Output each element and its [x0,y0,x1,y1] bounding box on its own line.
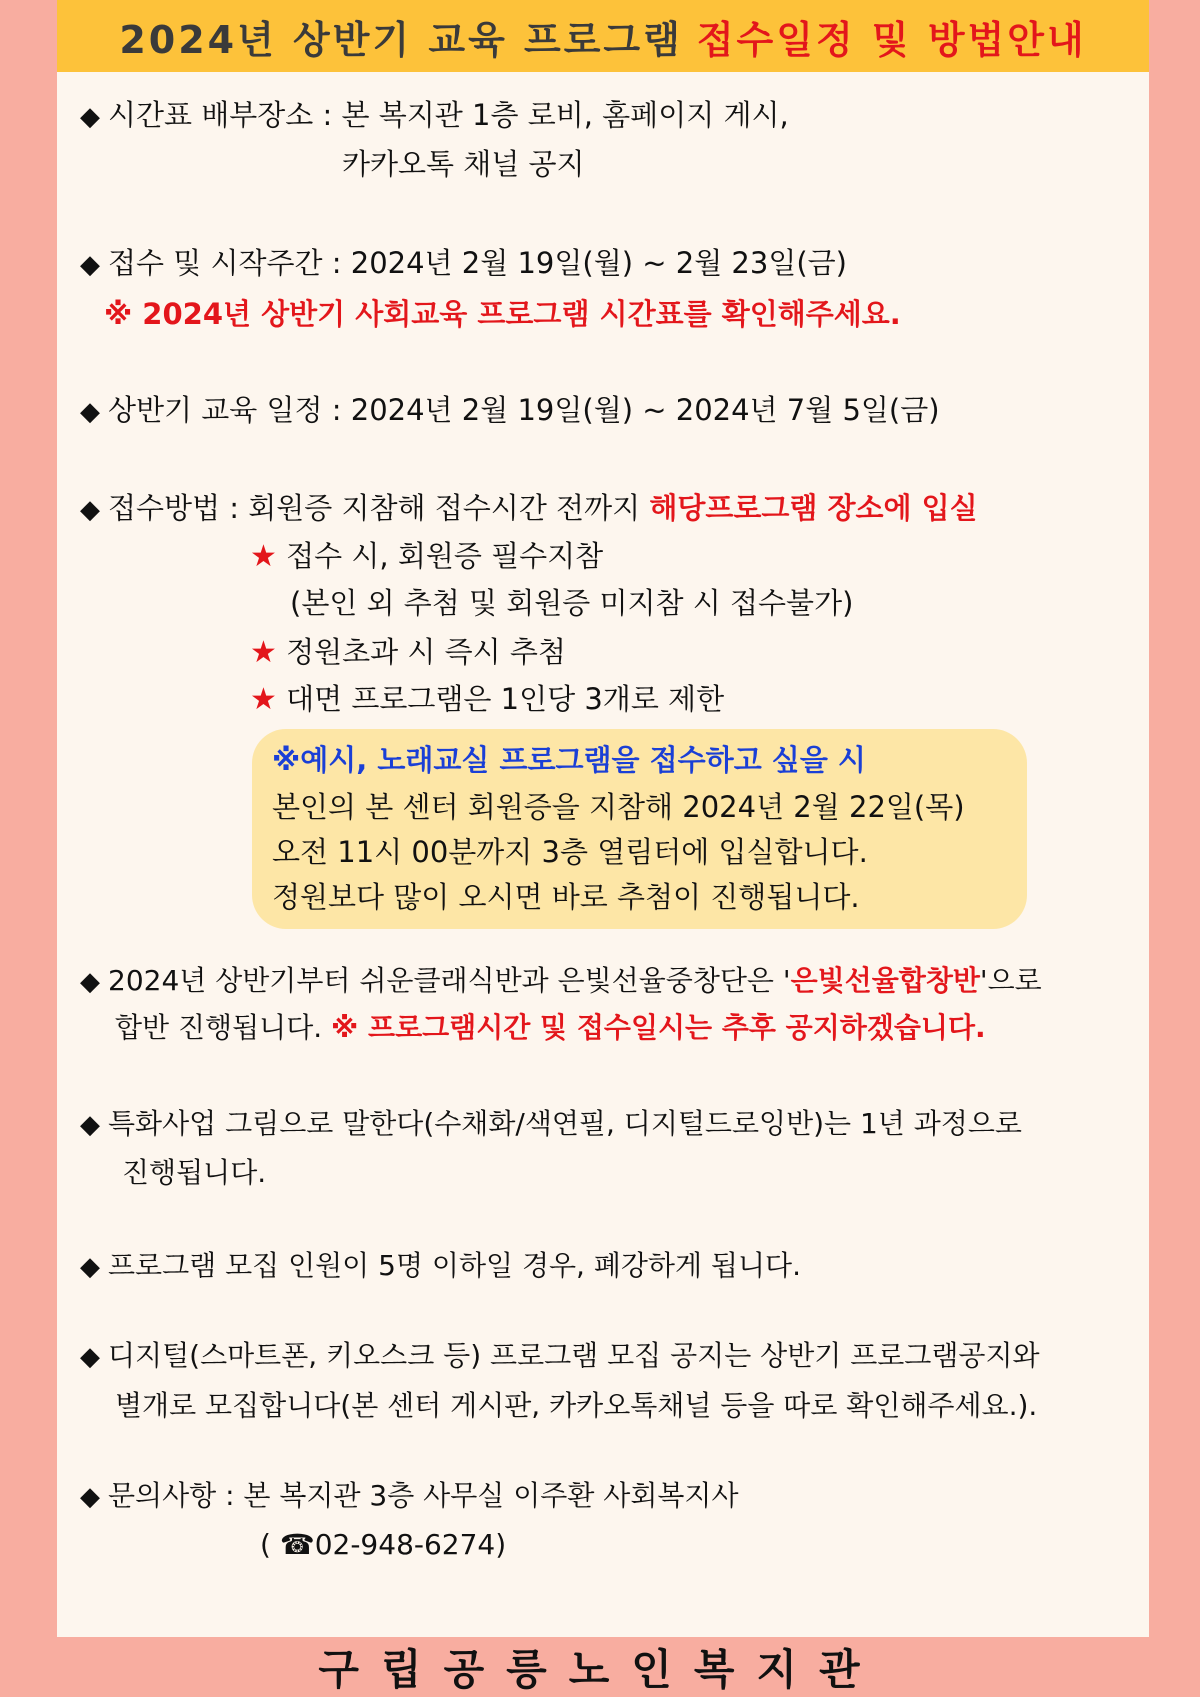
method-star3: ★ 대면 프로그램은 1인당 3개로 제한 [250,682,725,717]
timetable-line2: 카카오톡 채널 공지 [342,147,585,181]
footer-org-name: 구립공릉노인복지관 [318,1645,882,1694]
registration-week-line1: ◆ 접수 및 시작주간 : 2024년 2월 19일(월) ~ 2월 23일(금) [80,246,847,280]
title-highlight: 접수일정 및 방법안내 [696,17,1087,62]
digital-line2: 별개로 모집합니다(본 센터 게시판, 카카오톡채널 등을 따로 확인해주세요.). [115,1389,1038,1422]
example-box [252,729,1027,929]
merge-note: ※ 프로그램시간 및 접수일시는 추후 공지하겠습니다. [331,1011,986,1044]
merge-line2: 합반 진행됩니다. ※ 프로그램시간 및 접수일시는 추후 공지하겠습니다. [115,1011,986,1044]
special-line2: 진행됩니다. [122,1156,267,1189]
method-star2: ★ 정원초과 시 즉시 추첨 [250,635,566,670]
title-banner [57,0,1149,72]
contact-phone: ( ☎02-948-6274) [260,1528,507,1561]
example-line1: 본인의 본 센터 회원증을 지참해 2024년 2월 22일(목) [272,790,965,824]
star-icon: ★ [250,682,277,717]
example-line3: 정원보다 많이 오시면 바로 추첨이 진행됩니다. [272,880,860,914]
contact-line1: ◆ 문의사항 : 본 복지관 3층 사무실 이주환 사회복지사 [80,1479,739,1512]
bullet-diamond-icon: ◆ [80,1252,100,1282]
cancel-line: ◆ 프로그램 모집 인원이 5명 이하일 경우, 폐강하게 됩니다. [80,1249,801,1282]
bullet-diamond-icon: ◆ [80,1110,100,1140]
digital-line1: ◆ 디지털(스마트폰, 키오스크 등) 프로그램 모집 공지는 상반기 프로그램공지와 [80,1339,1040,1372]
star-icon: ★ [250,635,277,670]
bullet-diamond-icon: ◆ [80,250,100,280]
star-icon: ★ [250,539,277,574]
example-heading: ※예시, 노래교실 프로그램을 접수하고 싶을 시 [272,743,866,777]
bullet-diamond-icon: ◆ [80,967,100,997]
method-line1: ◆ 접수방법 : 회원증 지참해 접수시간 전까지 해당프로그램 장소에 입실 [80,491,978,525]
method-star1-sub: (본인 외 추첨 및 회원증 미지참 시 접수불가) [290,586,854,620]
method-star1: ★ 접수 시, 회원증 필수지참 [250,539,604,574]
registration-week-note: ※ 2024년 상반기 사회교육 프로그램 시간표를 확인해주세요. [104,297,901,331]
bullet-diamond-icon: ◆ [80,1482,100,1512]
timetable-line1: ◆ 시간표 배부장소 : 본 복지관 1층 로비, 홈페이지 게시, [80,98,789,132]
bullet-diamond-icon: ◆ [80,397,100,427]
title-main: 2024년 상반기 교육 프로그램 [119,17,683,62]
schedule-line: ◆ 상반기 교육 일정 : 2024년 2월 19일(월) ~ 2024년 7월 5일(금) [80,393,940,427]
bullet-diamond-icon: ◆ [80,495,100,525]
bullet-diamond-icon: ◆ [80,1342,100,1372]
merge-line1: ◆ 2024년 상반기부터 쉬운클래식반과 은빛선율중창단은 '은빛선율합창반'으로 [80,964,1042,997]
method-highlight: 해당프로그램 장소에 입실 [649,491,978,525]
special-line1: ◆ 특화사업 그림으로 말한다(수채화/색연필, 디지털드로잉반)는 1년 과정으로 [80,1107,1022,1140]
example-line2: 오전 11시 00분까지 3층 열림터에 입실합니다. [272,835,868,869]
merge-highlight: 은빛선율합창반 [790,964,980,997]
bullet-diamond-icon: ◆ [80,102,100,132]
